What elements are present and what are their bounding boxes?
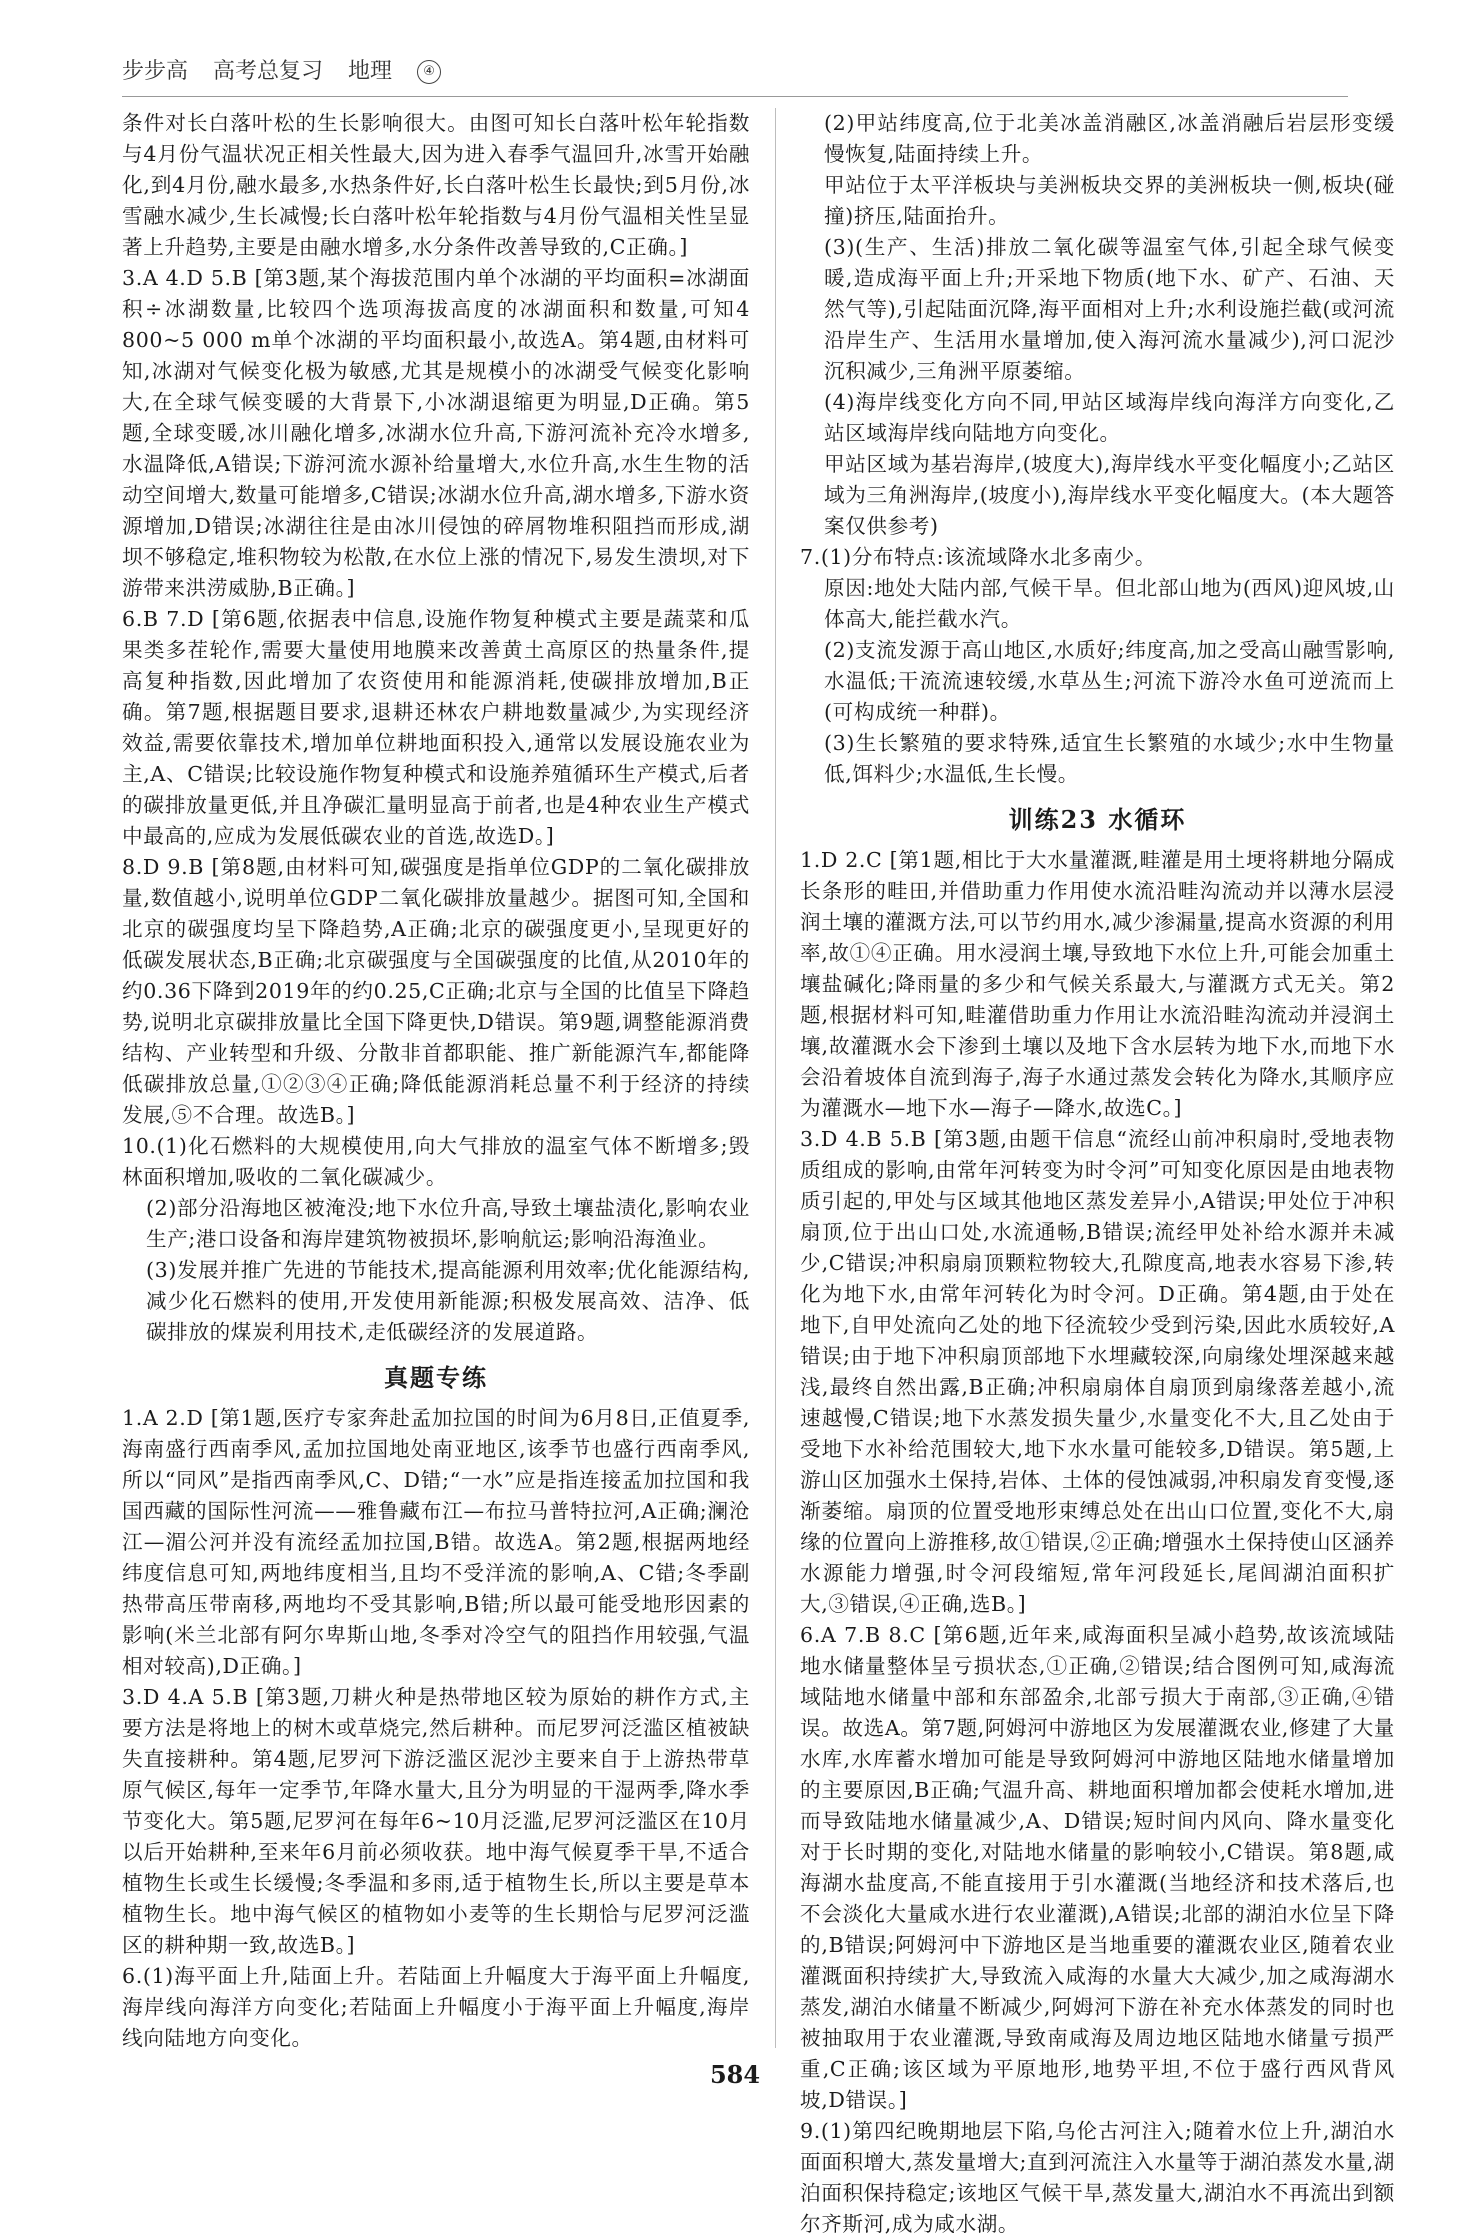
header-divider	[122, 96, 1348, 97]
answer-paragraph: 3.D 4.A 5.B [第3题,刀耕火种是热带地区较为原始的耕作方式,主要方法是将地上的树木或草烧完,然后耕种。而尼罗河泛滥区植被缺失直接耕种。第4题,尼罗河下游泛滥区泥沙主要来自于上游热带草原气候区,每年一定季节,年降水量大,且分为明显的干湿两季,降水季节变化大。第5题,尼罗河在每年6~10月泛滥,尼罗河泛滥区在10月以后开始耕种,至来年6月前必须收获。地中海气候夏季干旱,不适合植物生长或生长缓慢;冬季温和多雨,适于植物生长,所以主要是草本植物生长。地中海气候区的植物如小麦等的生长期恰与尼罗河泛滥区的耕种期一致,故选B。]	[122, 1685, 750, 1957]
answer-paragraph: 3.A 4.D 5.B [第3题,某个海拔范围内单个冰湖的平均面积=冰湖面积÷冰湖数量,比较四个选项海拔高度的冰湖面积和数量,可知4 800~5 000 m单个冰湖的平均面积最小,故选A。第4题,由材料可知,冰湖对气候变化极为敏感,尤其是规模小的冰湖受气候变化影响大,在全球气候变暖的大背景下,小冰湖退缩更为明显,D正确。第5题,全球变暖,冰川融化增多,冰湖水位升高,下游河流补充冷水增多,水温降低,A错误;下游河流水源补给量增大,水位升高,水生生物的活动空间增大,数量可能增多,C错误;冰湖水位升高,湖水增多,下游水资源增加,D错误;冰湖往往是由冰川侵蚀的碎屑物堆积阻挡而形成,湖坝不够稳定,堆积物较为松散,在水位上涨的情况下,易发生溃坝,对下游带来洪涝威胁,B正确。]	[122, 266, 750, 600]
answer-paragraph: 7.(1)分布特点:该流域降水北多南少。	[800, 545, 1157, 569]
answer-paragraph: 10.(1)化石燃料的大规模使用,向大气排放的温室气体不断增多;毁林面积增加,吸收的二氧化碳减少。	[122, 1134, 750, 1189]
column-divider	[775, 108, 776, 2048]
answer-paragraph: 3.D 4.B 5.B [第3题,由题干信息“流经山前冲积扇时,受地表物质组成的影响,由常年河转变为时令河”可知变化原因是由地表物质引起的,甲处与区域其他地区蒸发差异小,A错误;甲处位于冲积扇顶,位于出山口处,水流通畅,B错误;流经甲处补给水源并未减少,C错误;冲积扇扇顶颗粒物较大,孔隙度高,地表水容易下渗,转化为地下水,由常年河转化为时令河。D正确。第4题,由于处在地下,自甲处流向乙处的地下径流较少受到污染,因此水质较好,A错误;由于地下冲积扇顶部地下水埋藏较深,向扇缘处埋深越来越浅,最终自然出露,B正确;冲积扇扇体自扇顶到扇缘落差越小,流速越慢,C错误;地下水蒸发损失量少,水量变化不大,且乙处由于受地下水补给范围较大,地下水水量可能较多,D错误。第5题,上游山区加强水土保持,岩体、土体的侵蚀减弱,冲积扇发育变慢,逐渐萎缩。扇顶的位置受地形束缚总处在出山口位置,变化不大,扇缘的位置向上游推移,故①错误,②正确;增强水土保持使山区涵养水源能力增强,时令河段缩短,常年河段延长,尾闾湖泊面积扩大,③错误,④正确,选B。]	[800, 1127, 1395, 1616]
answer-paragraph: 1.A 2.D [第1题,医疗专家奔赴孟加拉国的时间为6月8日,正值夏季,海南盛行西南季风,孟加拉国地处南亚地区,该季节也盛行西南季风,所以“同风”是指西南季风,C、D错;“一水”应是指连接孟加拉国和我国西藏的国际性河流——雅鲁藏布江—布拉马普特拉河,A正确;澜沧江—湄公河并没有流经孟加拉国,B错。故选A。第2题,根据两地经纬度信息可知,两地纬度相当,且均不受洋流的影响,A、C错;冬季副热带高压带南移,两地均不受其影响,B错;所以最可能受地形因素的影响(米兰北部有阿尔卑斯山地,冬季对冷空气的阻挡作用较强,气温相对较高),D正确。]	[122, 1406, 750, 1678]
page-number: 584	[709, 2060, 761, 2089]
answer-subparagraph: 甲站位于太平洋板块与美洲板块交界的美洲板块一侧,板块(碰撞)挤压,陆面抬升。	[824, 173, 1395, 228]
answer-paragraph: 9.(1)第四纪晚期地层下陷,乌伦古河注入;随着水位上升,湖泊水面面积增大,蒸发量增大;直到河流注入水量等于湖泊蒸发水量,湖泊面积保持稳定;该地区气候干旱,蒸发量大,湖泊水不再流出到额尔齐斯河,成为咸水湖。	[800, 2119, 1395, 2236]
answer-subparagraph: (3)生长繁殖的要求特殊,适宜生长繁殖的水域少;水中生物量低,饵料少;水温低,生长慢。	[824, 731, 1395, 786]
answer-subparagraph: (2)部分沿海地区被淹没;地下水位升高,导致土壤盐渍化,影响农业生产;港口设备和海岸建筑物被损坏,影响航运;影响沿海渔业。	[146, 1196, 750, 1251]
section-title: 真题专练	[384, 1363, 488, 1392]
answer-subparagraph: (4)海岸线变化方向不同,甲站区域海岸线向海洋方向变化,乙站区域海岸线向陆地方向变化。	[824, 390, 1395, 445]
section-title: 训练23 水循环	[1008, 805, 1187, 834]
subject-name: 地理	[348, 59, 393, 84]
answer-paragraph: 6.(1)海平面上升,陆面上升。若陆面上升幅度大于海平面上升幅度,海岸线向海洋方向变化;若陆面上升幅度小于海平面上升幅度,海岸线向陆地方向变化。	[122, 1964, 750, 2050]
answer-paragraph: 条件对长白落叶松的生长影响很大。由图可知长白落叶松年轮指数与4月份气温状况正相关性最大,因为进入春季气温回升,冰雪开始融化,到4月份,融水最多,水热条件好,长白落叶松生长最快;到5月份,冰雪融水减少,生长减慢;长白落叶松年轮指数与4月份气温相关性呈显著上升趋势,主要是由融水增多,水分条件改善导致的,C正确。]	[122, 111, 750, 259]
answer-subparagraph: (3)(生产、生活)排放二氧化碳等温室气体,引起全球气候变暖,造成海平面上升;开采地下物质(地下水、矿产、石油、天然气等),引起陆面沉降,海平面相对上升;水利设施拦截(或河流沿岸生产、生活用水量增加,使入海河流水量减少),河口泥沙沉积减少,三角洲平原萎缩。	[824, 235, 1395, 383]
answer-subparagraph: 原因:地处大陆内部,气候干旱。但北部山地为(西风)迎风坡,山体高大,能拦截水汽。	[824, 576, 1395, 631]
answer-paragraph: 6.A 7.B 8.C [第6题,近年来,咸海面积呈减小趋势,故该流域陆地水储量整体呈亏损状态,①正确,②错误;结合图例可知,咸海流域陆地水储量中部和东部盈余,北部亏损大于南部,③正确,④错误。故选A。第7题,阿姆河中游地区为发展灌溉农业,修建了大量水库,水库蓄水增加可能是导致阿姆河中游地区陆地水储量增加的主要原因,B正确;气温升高、耕地面积增加都会使耗水增加,进而导致陆地水储量减少,A、D错误;短时间内风向、降水量变化对于长时期的变化,对陆地水储量的影响较小,C错误。第8题,咸海湖水盐度高,不能直接用于引水灌溉(当地经济和技术落后,也不会淡化大量咸水进行农业灌溉),A错误;北部的湖泊水位呈下降的,B错误;阿姆河中下游地区是当地重要的灌溉农业区,随着农业灌溉面积持续扩大,导致流入咸海的水量大大减少,加之咸海湖水蒸发,湖泊水储量不断减少,阿姆河下游在补充水体蒸发的同时也被抽取用于农业灌溉,导致南咸海及周边地区陆地水储量亏损严重,C正确;该区域为平原地形,地势平坦,不位于盛行西风背风坡,D错误。]	[800, 1623, 1395, 2112]
answer-paragraph: 1.D 2.C [第1题,相比于大水量灌溉,畦灌是用土埂将耕地分隔成长条形的畦田,并借助重力作用使水流沿畦沟流动并以薄水层浸润土壤的灌溉方法,可以节约用水,减少渗漏量,提高水资源的利用率,故①④正确。用水浸润土壤,导致地下水位上升,可能会加重土壤盐碱化;降雨量的多少和气候关系最大,与灌溉方式无关。第2题,根据材料可知,畦灌借助重力作用让水流沿畦沟流动并浸润土壤,故灌溉水会下渗到土壤以及地下含水层转为地下水,而地下水会沿着坡体自流到海子,海子水通过蒸发会转化为降水,其顺序应为灌溉水—地下水—海子—降水,故选C。]	[800, 848, 1395, 1120]
edition-badge-icon: ④	[417, 60, 441, 84]
page-header	[122, 54, 1372, 92]
right-column	[800, 108, 1395, 2236]
answer-paragraph: 8.D 9.B [第8题,由材料可知,碳强度是指单位GDP的二氧化碳排放量,数值越小,说明单位GDP二氧化碳排放量越少。据图可知,全国和北京的碳强度均呈下降趋势,A正确;北京的碳强度更小,呈现更好的低碳发展状态,B正确;北京碳强度与全国碳强度的比值,从2010年的约0.36下降到2019年的约0.25,C正确;北京与全国的比值呈下降趋势,说明北京碳排放量比全国下降更快,D错误。第9题,调整能源消费结构、产业转型和升级、分散非首都职能、推广新能源汽车,都能降低碳排放总量,①②③④正确;降低能源消耗总量不利于经济的持续发展,⑤不合理。故选B。]	[122, 855, 750, 1127]
answer-subparagraph: (3)发展并推广先进的节能技术,提高能源利用效率;优化能源结构,减少化石燃料的使用,开发使用新能源;积极发展高效、洁净、低碳排放的煤炭利用技术,走低碳经济的发展道路。	[146, 1258, 750, 1344]
left-column	[122, 108, 750, 2048]
answer-subparagraph: 甲站区域为基岩海岸,(坡度大),海岸线水平变化幅度小;乙站区域为三角洲海岸,(坡度小),海岸线水平变化幅度大。(本大题答案仅供参考)	[824, 452, 1395, 538]
series-name: 高考总复习	[213, 59, 324, 84]
book-name: 步步高	[122, 59, 189, 84]
answer-subparagraph: (2)甲站纬度高,位于北美冰盖消融区,冰盖消融后岩层形变缓慢恢复,陆面持续上升。	[824, 111, 1395, 166]
answer-subparagraph: (2)支流发源于高山地区,水质好;纬度高,加之受高山融雪影响,水温低;干流流速较缓,水草丛生;河流下游冷水鱼可逆流而上(可构成统一种群)。	[824, 638, 1395, 724]
answer-paragraph: 6.B 7.D [第6题,依据表中信息,设施作物复种模式主要是蔬菜和瓜果类多茬轮作,需要大量使用地膜来改善黄土高原区的热量条件,提高复种指数,因此增加了农资使用和能源消耗,使碳排放增加,B正确。第7题,根据题目要求,退耕还林农户耕地数量减少,为实现经济效益,需要依靠技术,增加单位耕地面积投入,通常以发展设施农业为主,A、C错误;比较设施作物复种模式和设施养殖循环生产模式,后者的碳排放量更低,并且净碳汇量明显高于前者,也是4种农业生产模式中最高的,应成为发展低碳农业的首选,故选D。]	[122, 607, 750, 848]
